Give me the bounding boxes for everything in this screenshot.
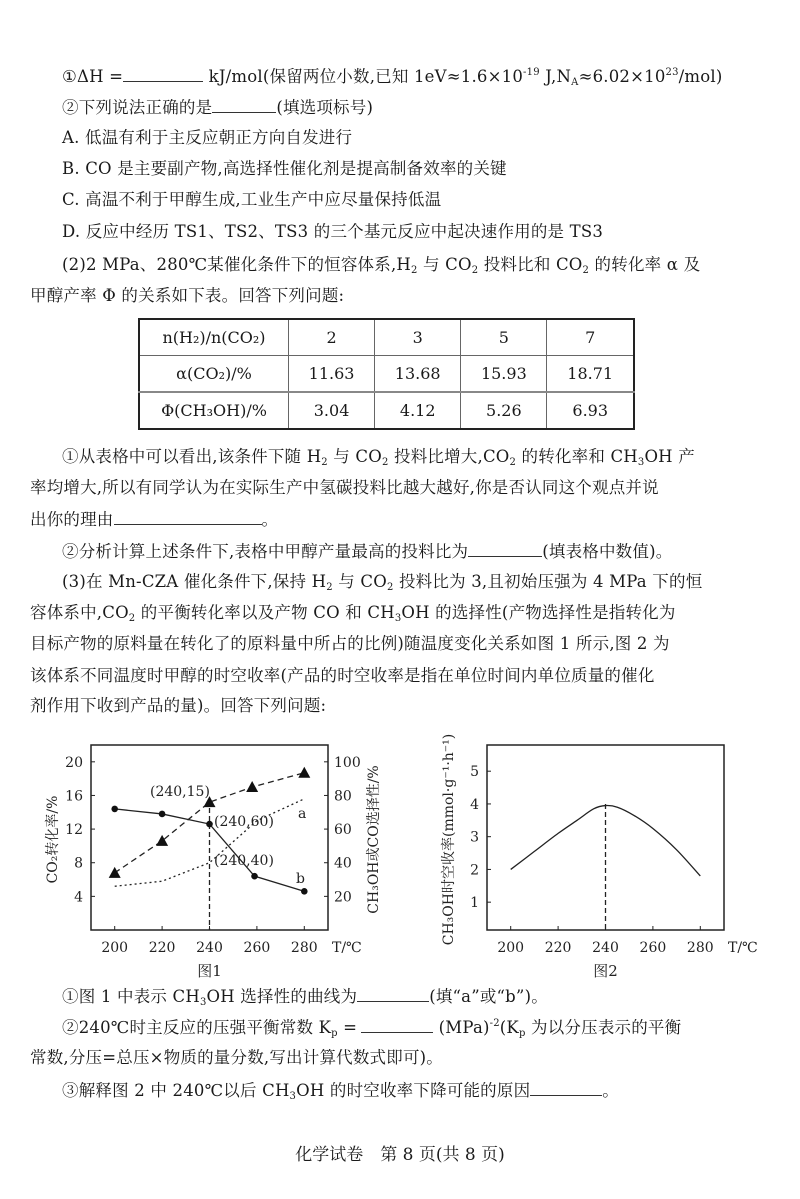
q-text: (填表格中数值)。 [542,542,673,561]
q1-text: J,N [539,67,572,86]
y-tick-label: 1 [470,895,479,912]
answer-blank-delta-h[interactable] [123,66,203,82]
x-tick-label: 220 [148,940,176,956]
part3-q2-line [62,1017,681,1038]
subscript: 3 [394,613,402,624]
table-cell: 4.12 [375,392,461,429]
q2-label: ②下列说法正确的是 [62,98,213,117]
intro-text: 投料比和 CO [478,255,583,274]
subscript: 2 [386,582,394,593]
data-point-triangle [246,781,258,792]
q-text: 。 [602,1081,619,1100]
table-cell: 18.71 [547,356,634,393]
part2-q1-line2: 率均增大,所以有同学认为在实际生产中氢碳投料比越大越好,你是否认同这个观点并说 [30,478,659,497]
annotation-240-60: (240,60) [214,814,274,830]
subscript: 2 [471,265,479,276]
table-cell: 3 [375,319,461,356]
y-tick-label: 4 [470,796,479,813]
part3-q2-line2: 常数,分压=总压×物质的量分数,写出计算代数式即可)。 [30,1048,443,1067]
table-cell: 6.93 [547,392,634,429]
row-header: α(CO₂)/% [139,356,289,393]
subscript: 3 [199,997,207,1008]
x-axis-label: T/℃ [332,940,362,956]
table-cell: 15.93 [461,356,547,393]
exponent: 23 [665,67,679,78]
part3-line1 [62,572,702,592]
p3-text: OH 的选择性(产物选择性是指转化为 [401,603,676,622]
y-axis-label: CH₃OH时空收率(mmol·g⁻¹·h⁻¹) [441,733,457,946]
option-b: B. CO 是主要副产物,高选择性催化剂是提高制备效率的关键 [62,159,507,178]
part3-line2 [30,603,676,623]
y-right-tick-label: 100 [334,754,361,771]
part2-intro-line2: 甲醇产率 Φ 的关系如下表。回答下列问题: [30,286,345,305]
x-tick-label: 280 [686,940,714,956]
y-tick-label: 8 [74,855,83,872]
y-tick-label: 4 [74,889,83,906]
table-cell: 11.63 [289,356,375,393]
y-tick-label: 12 [65,822,83,839]
q1-label: ①ΔH = [62,67,124,86]
data-table [138,318,635,430]
table-cell: 5.26 [461,392,547,429]
x-tick-label: 260 [243,940,271,956]
subscript: 2 [326,582,333,593]
answer-blank-reason[interactable] [114,509,262,525]
data-point-circle [301,888,308,895]
q-text: = [337,1018,358,1037]
x-tick-label: 220 [544,940,572,956]
q-text: 出你的理由 [30,510,114,529]
subscript: 3 [289,1091,297,1102]
q-text: OH 选择性的曲线为 [206,987,358,1006]
part3-q1-line [62,986,548,1007]
q-text: ①从表格中可以看出,该条件下随 H [62,447,322,466]
q1-text: ≈6.02×10 [578,67,666,86]
page-footer: 化学试卷 第 8 页(共 8 页) [295,1145,505,1165]
table-row [139,356,634,393]
y-tick-label: 3 [470,829,479,846]
subscript: 2 [582,265,590,276]
y-right-tick-label: 80 [334,788,352,805]
y-tick-label: 2 [470,862,479,879]
part2-q1-line3 [30,509,278,530]
answer-blank-ratio[interactable] [468,541,542,557]
x-tick-label: 240 [592,940,619,956]
part3-line5: 剂作用下收到产品的量)。回答下列问题: [30,696,327,715]
y-right-tick-label: 20 [334,889,352,906]
q-text: ①图 1 中表示 CH [62,987,200,1006]
exponent: -19 [523,67,540,78]
p3-text: 与 CO [332,572,387,591]
data-point-circle [111,806,118,813]
y-right-axis-label: CH₃OH或CO选择性/% [366,765,382,914]
q-text: 与 CO [327,447,382,466]
data-point-circle [251,873,258,880]
q-text: (K [499,1018,519,1037]
p3-text: (3)在 Mn-CZA 催化条件下,保持 H [62,572,327,591]
intro-text: 与 CO [417,255,472,274]
x-tick-label: 200 [101,940,129,956]
q-text: 为以分压表示的平衡 [525,1018,682,1037]
table-cell: 13.68 [375,356,461,393]
x-tick-label: 260 [639,940,667,956]
curve-label-b: b [296,871,305,887]
part2-intro-line1 [62,255,700,275]
table-row [139,319,634,356]
data-point-triangle [109,867,121,878]
data-point-triangle [156,835,168,846]
data-point-circle [206,821,213,828]
q-text: OH 产 [644,447,695,466]
q-text: 。 [261,510,279,529]
y-axis-label: CO₂转化率/% [45,795,61,884]
q-text: ②分析计算上述条件下,表格中甲醇产量最高的投料比为 [62,542,469,561]
part3-line4: 该体系不同温度时甲醇的时空收率(产品的时空收率是指在单位时间内单位质量的催化 [30,666,655,685]
annotation-240-40: (240,40) [214,853,274,869]
option-d: D. 反应中经历 TS1、TS2、TS3 的三个基元反应中起决速作用的是 TS3 [62,222,604,241]
y-right-tick-label: 60 [334,822,352,839]
q1-delta-h-line [62,66,723,87]
table-cell: 3.04 [289,392,375,429]
x-tick-label: 200 [497,940,525,956]
y-tick-label: 5 [470,764,479,781]
q-text: 的转化率和 CH [516,447,638,466]
table-cell: 5 [461,319,547,356]
subscript: 2 [128,613,136,624]
table-cell: 2 [289,319,375,356]
subscript: 3 [637,457,645,468]
x-axis-label: T/℃ [728,940,758,956]
table-row [139,392,634,429]
plot-frame [91,745,328,930]
subscript: p [331,1028,338,1039]
q1-text: kJ/mol(保留两位小数,已知 1eV≈1.6×10 [208,67,524,86]
y-right-tick-label: 40 [334,855,352,872]
option-c: C. 高温不利于甲醇生成,工业生产中应尽量保持低温 [62,190,442,209]
subscript: 2 [509,457,517,468]
answer-blank-curve[interactable] [357,986,429,1002]
figure-caption: 图1 [197,962,222,980]
answer-blank-kp[interactable] [361,1017,433,1033]
x-tick-label: 240 [196,940,223,956]
subscript: p [518,1028,526,1039]
figure-1-chart [0,720,400,985]
part2-q2-line [62,541,672,562]
intro-text: 的转化率 α 及 [589,255,701,274]
figure-2-chart [400,720,800,985]
p3-text: 的平衡转化率以及产物 CO 和 CH [135,603,395,622]
q2-line [62,97,373,118]
q2-text: (填选项标号) [276,98,374,117]
q-text: OH 的时空收率下降可能的原因 [296,1081,531,1100]
data-point-triangle [298,767,310,778]
answer-blank-explain[interactable] [530,1080,602,1096]
y-tick-label: 20 [65,754,83,771]
q1-text: /mol) [678,67,723,86]
subscript: 2 [411,265,418,276]
subscript: A [571,77,579,88]
curve-label-a: a [298,806,307,822]
table-cell: 7 [547,319,634,356]
subscript: 2 [382,457,389,468]
row-header: Φ(CH₃OH)/% [139,392,289,429]
p3-text: 容体系中,CO [30,603,129,622]
q-text: ②240℃时主反应的压强平衡常数 K [62,1018,332,1037]
part3-q3-line [62,1080,619,1101]
q-text: (MPa) [433,1018,490,1037]
x-tick-label: 280 [290,940,318,956]
y-tick-label: 16 [65,788,83,805]
data-point-circle [159,811,166,818]
option-a: A. 低温有利于主反应朝正方向自发进行 [62,128,353,147]
p3-text: 投料比为 3,且初始压强为 4 MPa 下的恒 [393,572,703,591]
subscript: 2 [321,457,328,468]
figure-caption: 图2 [593,962,618,980]
answer-blank-options[interactable] [212,97,276,113]
q-text: ③解释图 2 中 240℃以后 CH [62,1081,290,1100]
part3-line3: 目标产物的原料量在转化了的原料量中所占的比例)随温度变化关系如图 1 所示,图 2 为 [30,634,670,653]
q-text: (填“a”或“b”)。 [429,987,548,1006]
row-header: n(H₂)/n(CO₂) [139,319,289,356]
part2-q1-line1 [62,447,695,467]
annotation-240-15: (240,15) [150,784,210,800]
intro-text: (2)2 MPa、280℃某催化条件下的恒容体系,H [62,255,411,274]
q-text: 投料比增大,CO [388,447,510,466]
exponent: -2 [489,1018,500,1029]
